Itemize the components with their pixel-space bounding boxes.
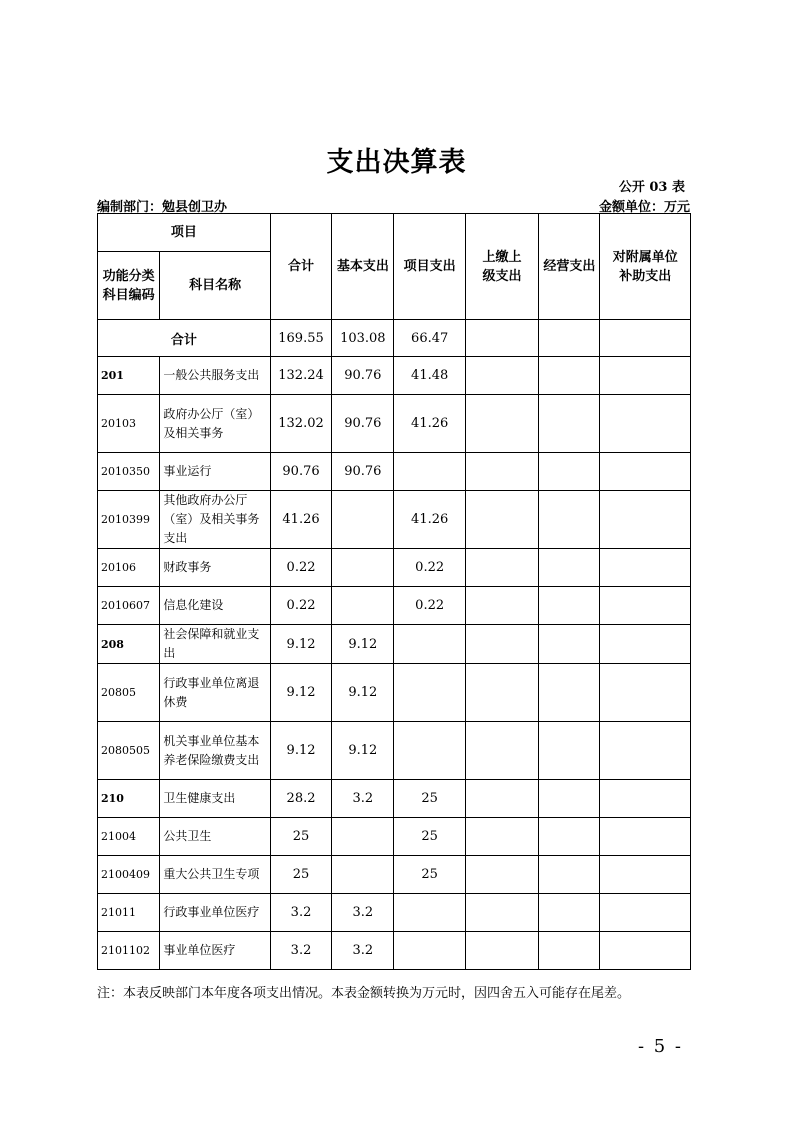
row-code: 20106 <box>98 549 160 587</box>
row-upper <box>465 395 538 453</box>
row-business <box>539 722 600 780</box>
row-subsidy <box>600 587 691 625</box>
row-basic: 9.12 <box>332 625 394 664</box>
row-subsidy <box>600 780 691 818</box>
row-business <box>539 664 600 722</box>
row-basic <box>332 549 394 587</box>
row-subsidy <box>600 395 691 453</box>
row-code: 2010350 <box>98 453 160 491</box>
row-subsidy <box>600 491 691 549</box>
table-row <box>98 549 691 587</box>
row-business <box>539 818 600 856</box>
row-name: 其他政府办公厅（室）及相关事务支出 <box>160 491 271 549</box>
row-upper <box>465 894 538 932</box>
table-row <box>98 664 691 722</box>
table-row <box>98 395 691 453</box>
row-basic <box>332 491 394 549</box>
total-subsidy <box>600 320 691 357</box>
row-project <box>394 722 465 780</box>
total-project: 66.47 <box>394 320 465 357</box>
row-code: 20805 <box>98 664 160 722</box>
row-name: 行政事业单位离退休费 <box>160 664 271 722</box>
row-upper <box>465 625 538 664</box>
table-row <box>98 453 691 491</box>
row-code: 20103 <box>98 395 160 453</box>
total-sum: 169.55 <box>270 320 331 357</box>
row-business <box>539 625 600 664</box>
row-name: 财政事务 <box>160 549 271 587</box>
row-name: 信息化建设 <box>160 587 271 625</box>
row-basic: 3.2 <box>332 894 394 932</box>
row-project <box>394 453 465 491</box>
row-project <box>394 894 465 932</box>
row-code: 208 <box>98 625 160 664</box>
row-basic <box>332 587 394 625</box>
table-row <box>98 780 691 818</box>
row-name: 一般公共服务支出 <box>160 357 271 395</box>
row-subsidy <box>600 664 691 722</box>
row-business <box>539 780 600 818</box>
department-label: 编制部门：勉县创卫办 <box>97 200 228 215</box>
row-total: 9.12 <box>270 625 331 664</box>
row-upper <box>465 453 538 491</box>
table-row <box>98 932 691 970</box>
row-total: 25 <box>270 818 331 856</box>
page-number: - 5 - <box>637 1036 683 1057</box>
row-total: 9.12 <box>270 664 331 722</box>
row-project: 25 <box>394 780 465 818</box>
row-upper <box>465 932 538 970</box>
row-name: 事业单位医疗 <box>160 932 271 970</box>
header-project: 项目支出 <box>394 214 465 320</box>
row-name: 行政事业单位医疗 <box>160 894 271 932</box>
header-total: 合计 <box>270 214 331 320</box>
row-project <box>394 664 465 722</box>
header-item: 项目 <box>98 214 271 252</box>
row-subsidy <box>600 818 691 856</box>
row-business <box>539 587 600 625</box>
row-business <box>539 549 600 587</box>
row-code: 210 <box>98 780 160 818</box>
row-name: 公共卫生 <box>160 818 271 856</box>
row-subsidy <box>600 625 691 664</box>
row-code: 2100409 <box>98 856 160 894</box>
row-upper <box>465 357 538 395</box>
header-upper: 上缴上 级支出 <box>465 214 538 320</box>
row-total: 41.26 <box>270 491 331 549</box>
row-total: 28.2 <box>270 780 331 818</box>
header-name: 科目名称 <box>160 252 271 320</box>
row-project <box>394 932 465 970</box>
row-total: 132.24 <box>270 357 331 395</box>
row-business <box>539 932 600 970</box>
row-subsidy <box>600 453 691 491</box>
row-code: 21011 <box>98 894 160 932</box>
row-business <box>539 491 600 549</box>
row-code: 201 <box>98 357 160 395</box>
header-subsidy: 对附属单位 补助支出 <box>600 214 691 320</box>
table-row <box>98 587 691 625</box>
row-project: 25 <box>394 856 465 894</box>
row-basic: 3.2 <box>332 780 394 818</box>
row-basic <box>332 856 394 894</box>
row-name: 卫生健康支出 <box>160 780 271 818</box>
row-project: 25 <box>394 818 465 856</box>
header-code: 功能分类 科目编码 <box>98 252 160 320</box>
row-project: 41.48 <box>394 357 465 395</box>
row-basic: 9.12 <box>332 722 394 780</box>
total-row <box>98 320 691 357</box>
header-basic: 基本支出 <box>332 214 394 320</box>
row-subsidy <box>600 549 691 587</box>
row-code: 2010607 <box>98 587 160 625</box>
total-label: 合计 <box>98 320 271 357</box>
row-basic: 90.76 <box>332 395 394 453</box>
footnote: 注：本表反映部门本年度各项支出情况。本表金额转换为万元时，因四舍五入可能存在尾差。 <box>97 986 631 1001</box>
row-total: 132.02 <box>270 395 331 453</box>
row-business <box>539 357 600 395</box>
table-row <box>98 625 691 664</box>
row-total: 25 <box>270 856 331 894</box>
row-total: 3.2 <box>270 932 331 970</box>
row-total: 9.12 <box>270 722 331 780</box>
total-basic: 103.08 <box>332 320 394 357</box>
row-project: 41.26 <box>394 395 465 453</box>
row-business <box>539 453 600 491</box>
row-name: 机关事业单位基本养老保险缴费支出 <box>160 722 271 780</box>
row-code: 2010399 <box>98 491 160 549</box>
table-row <box>98 894 691 932</box>
row-total: 0.22 <box>270 549 331 587</box>
row-upper <box>465 856 538 894</box>
table-row <box>98 491 691 549</box>
header-business: 经营支出 <box>539 214 600 320</box>
row-basic: 9.12 <box>332 664 394 722</box>
row-name: 社会保障和就业支出 <box>160 625 271 664</box>
row-upper <box>465 587 538 625</box>
row-basic: 90.76 <box>332 453 394 491</box>
row-code: 2080505 <box>98 722 160 780</box>
table-row <box>98 357 691 395</box>
row-upper <box>465 818 538 856</box>
row-subsidy <box>600 357 691 395</box>
row-project: 0.22 <box>394 549 465 587</box>
row-code: 2101102 <box>98 932 160 970</box>
row-name: 政府办公厅（室）及相关事务 <box>160 395 271 453</box>
row-upper <box>465 549 538 587</box>
row-name: 事业运行 <box>160 453 271 491</box>
row-basic: 3.2 <box>332 932 394 970</box>
row-project: 0.22 <box>394 587 465 625</box>
form-number: 公开 03 表 <box>618 180 685 195</box>
table-row <box>98 856 691 894</box>
row-business <box>539 894 600 932</box>
row-subsidy <box>600 932 691 970</box>
row-business <box>539 395 600 453</box>
row-subsidy <box>600 722 691 780</box>
table-row <box>98 722 691 780</box>
total-upper <box>465 320 538 357</box>
page-title: 支出决算表 <box>326 147 467 178</box>
total-business <box>539 320 600 357</box>
row-basic: 90.76 <box>332 357 394 395</box>
row-project <box>394 625 465 664</box>
row-upper <box>465 780 538 818</box>
row-project: 41.26 <box>394 491 465 549</box>
row-subsidy <box>600 894 691 932</box>
row-upper <box>465 491 538 549</box>
row-code: 21004 <box>98 818 160 856</box>
row-upper <box>465 664 538 722</box>
expenditure-table <box>97 213 691 970</box>
row-subsidy <box>600 856 691 894</box>
row-total: 0.22 <box>270 587 331 625</box>
table-row <box>98 818 691 856</box>
amount-unit-label: 金额单位：万元 <box>598 200 690 215</box>
row-upper <box>465 722 538 780</box>
row-total: 90.76 <box>270 453 331 491</box>
row-total: 3.2 <box>270 894 331 932</box>
row-name: 重大公共卫生专项 <box>160 856 271 894</box>
row-business <box>539 856 600 894</box>
row-basic <box>332 818 394 856</box>
